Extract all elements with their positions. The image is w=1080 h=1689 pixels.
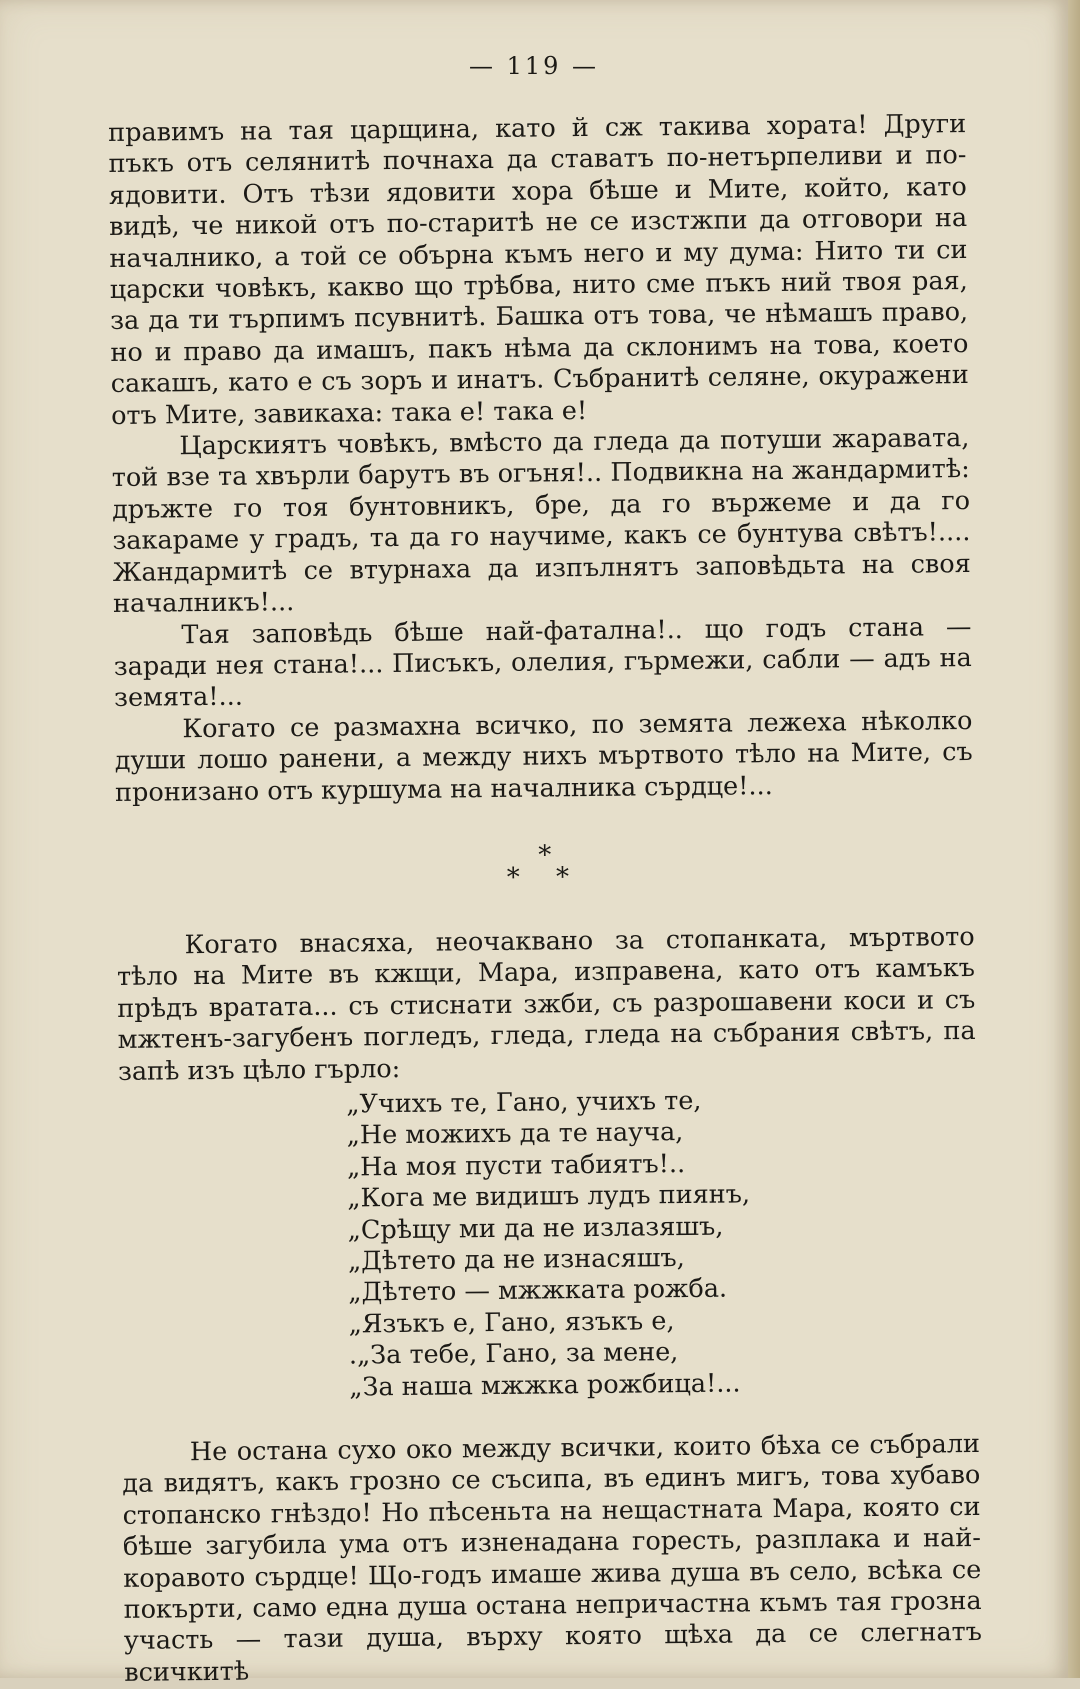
paragraph: Когато се размахна всичко, по земята лежеха нѣколко души лошо ранени, а между нихъ мъртвото тѣло на Мите, съ пронизано отъ куршума на началника сърдце!... [114, 705, 973, 808]
paragraph: Царскиятъ човѣкъ, вмѣсто да гледа да потуши жаравата, той взе та хвърли барутъ въ огъня!.. Подвикна на жандармитѣ: дръжте го тоя бунтовникъ, бре, да го вържеме и да го закараме у градъ, та да го научиме, какъ се бунтува свѣтъ!.... Жандармитѣ се втурнаха да изпълнятъ заповѣдьта на своя началникъ!... [111, 423, 971, 620]
page-text [108, 109, 982, 1689]
paragraph: Тая заповѣдь бѣше най-фатална!.. що годъ стана — заради нея стана!... Писъкъ, олелия, гърмежи, сабли — адъ на земята!... [113, 611, 972, 714]
poem-line: „Не можихъ да те науча, [346, 1117, 684, 1151]
poem-line: „Кога ме видишъ лудъ пиянъ, [347, 1179, 751, 1214]
poem-line: „Дѣтето да не изнасяшъ, [347, 1243, 685, 1277]
poem-line: „Учихъ те, Гано, учихъ те, [346, 1085, 702, 1120]
poem-line: „На моя пусти табиятъ!.. [346, 1148, 686, 1183]
poem-line: .„За тебе, Гано, за мене, [348, 1337, 679, 1371]
page-edge [1068, 0, 1080, 1678]
poem-line: „Дѣтето — мжжката рожба. [348, 1273, 728, 1308]
poem-line: „Срѣщу ми да не излазяшъ, [347, 1211, 724, 1246]
section-separator [116, 840, 974, 893]
separator-bottom-asterisks: * * [506, 862, 584, 893]
paragraph: Не остана сухо око между всички, които бѣха се събрали да видятъ, какъ грозно се съсипа, въ единъ мигъ, това хубаво стопанско гнѣздо! Но пѣсеньта на нещастната Мара, която си бѣше загубила ума отъ изненадана горесть, разплака и най-коравото сърдце! Що-годъ имаше жива душа въ село, всѣка се покърти, само една душа остана непричастна къмъ тая грозна участь — тази душа, върху която щѣха да се слегнатъ всичкитѣ [122, 1428, 983, 1688]
separator-top-asterisk: * [538, 840, 552, 871]
poem-line: „За наша мжжка рожбица!... [349, 1368, 741, 1403]
lament-poem [346, 1083, 979, 1404]
poem-line: „Язъкъ е, Гано, язъкъ е, [348, 1305, 675, 1340]
page-number: — 119 — [468, 52, 600, 80]
paragraph: Когато внасяха, неочаквано за стопанката, мъртвото тѣло на Мите въ кжщи, Мара, изправена, като отъ камъкъ прѣдъ вратата... съ стиснати зжби, съ разрошавени коси и съ мжтенъ-загубенъ погледъ, гледа, гледа на събрания свѣтъ, па запѣ изъ цѣло гърло: [116, 921, 976, 1087]
paragraph-continued: правимъ на тая царщина, като й сж такива хората! Други пъкъ отъ селянитѣ почнаха да ставатъ по-нетърпеливи и по-ядовити. Отъ тѣзи ядовити хора бѣше и Мите, който, като видѣ, че никой отъ по-старитѣ не се изстжпи да отговори на началнико, а той се обърна къмъ него и му дума: Нито ти си царски човѣкъ, какво що трѣбва, нито сме пъкъ ний твоя рая, за да ти търпимъ псувнитѣ. Башка отъ това, че нѣмашъ право, но и право да имашъ, пакъ нѣма да склонимъ на това, което сакашъ, като е съ зоръ и инатъ. Събранитѣ селяне, окуражени отъ Мите, завикаха: така е! така е! [108, 109, 969, 431]
